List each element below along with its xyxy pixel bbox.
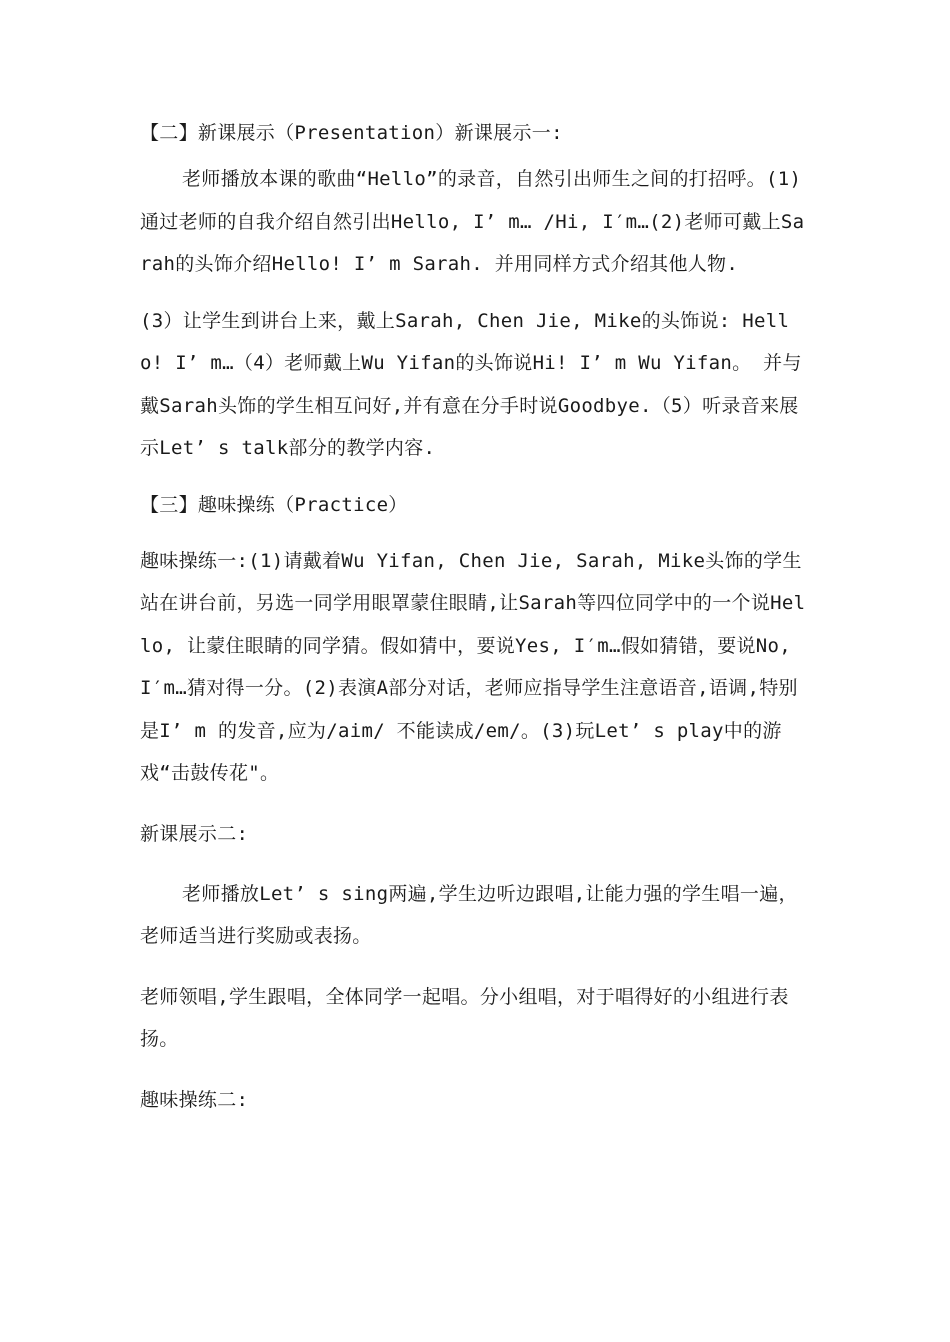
section-heading-presentation: 【二】新课展示（Presentation）新课展示一:: [140, 122, 563, 144]
section-heading-practice: 【三】趣味操练（Practice）: [140, 493, 408, 516]
paragraph-practice-one: 趣味操练一:(1)请戴着Wu Yifan, Chen Jie, Sarah, Mike头饰的学生站在讲台前，另选一同学用眼罩蒙住眼睛,让Sarah等四位同学中的一个说Hello, 让蒙住眼睛的同学猜。假如猜中，要说Yes, I′m…假如猜错，要说No, I′m…猜对得一分。(2)表演A部分对话，老师应指导学生注意语音,语调,特别是I’ m 的发音,应为/aim/ 不能读成/em/。(3)玩Let’ s play中的游戏“击鼓传花"。: [140, 549, 806, 784]
paragraph-headwear-activity: (3）让学生到讲台上来，戴上Sarah, Chen Jie, Mike的头饰说: Hello! I’ m…（4）老师戴上Wu Yifan的头饰说Hi! I’ m Wu Yifan。 并与戴Sarah头饰的学生相互问好,并有意在分手时说Goodbye.（5）听录音来展示Let’ s talk部分的教学内容.: [140, 309, 802, 459]
section-heading-practice-two: 趣味操练二:: [140, 1088, 249, 1111]
section-heading-presentation-two: 新课展示二:: [140, 822, 249, 845]
document-page: [140, 112, 812, 1121]
paragraph-group-singing: 老师领唱,学生跟唱，全体同学一起唱。分小组唱，对于唱得好的小组进行表扬。: [140, 985, 789, 1050]
paragraph-song-intro: 老师播放本课的歌曲“Hello”的录音，自然引出师生之间的打招呼。(1)通过老师的自我介绍自然引出Hello, I’ m… /Hi, I′m…(2)老师可戴上Sarah的头饰介绍Hello! I’ m Sarah. 并用同样方式介绍其他人物.: [140, 168, 805, 275]
paragraph-lets-sing: 老师播放Let’ s sing两遍,学生边听边跟唱,让能力强的学生唱一遍，老师适当进行奖励或表扬。: [140, 882, 798, 947]
